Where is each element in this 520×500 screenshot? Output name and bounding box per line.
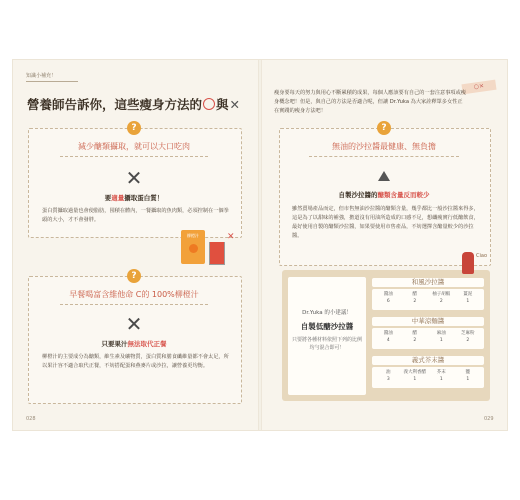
ingredient: 麻油 <box>436 331 446 336</box>
cross-icon: ✕ <box>125 312 143 336</box>
ratio: 1 <box>439 338 443 343</box>
divider <box>60 156 208 158</box>
carton-label: 柳橙汁 <box>187 233 199 238</box>
page-number-left: 028 <box>26 416 36 422</box>
ratio: 1 <box>466 377 470 382</box>
left-page-tag: 知識小補充！ <box>26 71 78 82</box>
tip-head: Dr.Yuka 的小建議！ <box>302 310 352 316</box>
myth-2-fix <box>28 339 240 348</box>
myth-2-body: 柳橙汁的主要成分為醣類，維生素及礦物質，蛋白質和膳食纖維量都不會太足，所以果汁容不適合取代正餐，不妨搭配蛋和燕麥片或沙拉，讓營養更均衡。 <box>42 354 229 369</box>
ratio: 6 <box>386 299 390 304</box>
ingredient: 柚子胡椒 <box>432 292 451 297</box>
ingredient: 薑泥 <box>463 292 473 297</box>
page-title <box>27 95 257 115</box>
fix-highlight: 醣類含量反而較少 <box>377 191 430 199</box>
fix-highlight: 適量 <box>111 194 125 202</box>
juice-glass-illustration <box>209 242 225 265</box>
ingredient-row <box>375 330 481 336</box>
fix-prefix: 自製沙拉醬的 <box>338 191 378 199</box>
ratio: 2 <box>439 299 443 304</box>
dressing-grid-3 <box>372 367 484 388</box>
dressing-title-3: 義式芥末醬 <box>372 356 484 365</box>
ratio: 3 <box>386 377 390 382</box>
fix-suffix: 攝取蛋白質！ <box>124 194 164 202</box>
ingredient: 醋 <box>412 292 417 297</box>
ingredient: 油 <box>386 370 391 375</box>
ingredient: 義大利香醋 <box>403 370 426 375</box>
juice-carton-illustration <box>181 230 205 264</box>
ingredient: 醬油 <box>383 331 393 336</box>
divider <box>60 304 208 306</box>
fix-mid: 果汁 <box>114 340 128 348</box>
ratio-row <box>375 377 481 382</box>
myth-3-body: 雖然賣場產品而定，但市售無油沙拉醬的醣類含量，幾乎都比一般沙拉醬來得多，這是為了以甜味的補強，擔道沒有用油所造成的口感不足，想纖瘦實行低醣飲食，最好使用自製的醣類沙拉醬，如果要使用市售產品，不妨選擇含醣量較少的沙拉醬。 <box>292 206 479 239</box>
ratio: 2 <box>413 338 417 343</box>
myth-2-text: 早餐喝富含維他命 C的 100%柳橙汁 <box>69 290 199 299</box>
myth-1-text: 減少醣類攝取，就可以大口吃肉 <box>78 142 190 151</box>
ingredient: 鹽 <box>465 370 470 375</box>
fix-prefix: 要 <box>104 194 112 202</box>
cross-icon: ✕ <box>125 166 143 190</box>
ingredient: 芥末 <box>436 370 446 375</box>
myth-3-fix <box>279 190 489 199</box>
ratio: 1 <box>413 377 417 382</box>
bottle-label: Ciao <box>476 253 488 259</box>
ratio-row <box>375 299 481 304</box>
ratio: 2 <box>413 299 417 304</box>
ingredient: 芝麻粉 <box>461 331 475 336</box>
tip-title: 自製低醣沙拉醬 <box>300 322 354 331</box>
ingredient: 醋 <box>412 331 417 336</box>
book-fold <box>258 60 262 430</box>
ingredient: 醬油 <box>383 292 393 297</box>
ratio: 1 <box>439 377 443 382</box>
dressing-title-1: 和風沙拉醬 <box>372 278 484 287</box>
myth-1-fix <box>28 193 240 202</box>
circle-mark-icon <box>203 98 215 110</box>
fix-highlight: 無法取代正餐 <box>127 340 167 348</box>
myth-3-text: 無油的沙拉醬最健康、無負擔 <box>332 142 436 151</box>
ratio: 2 <box>466 338 470 343</box>
ingredient-row <box>375 369 481 375</box>
fix-prefix: 只要 <box>101 340 115 348</box>
ratio: 1 <box>466 299 470 304</box>
myth-1-body: 蛋白質攝取過量也會使脂肪，囤積在體內，一餐攝取的魚肉類，必須控制在一個拳頭的大小，才不會發胖。 <box>42 208 229 223</box>
question-badge-icon: ? <box>127 269 141 283</box>
dressing-grid-1 <box>372 289 484 310</box>
title-mid: 與 <box>216 97 229 112</box>
ingredient-row <box>375 291 481 297</box>
divider <box>309 156 459 158</box>
question-badge-icon: ? <box>377 121 391 135</box>
tip-desc: 只要將各種材料依照下列的比例均勻混合即可！ <box>292 337 363 351</box>
ratio-row <box>375 338 481 343</box>
dressing-grid-2 <box>372 328 484 349</box>
intro-text: 瘦身要每天的努力與用心不斷累積的成果，每個人應該要有自己的一套注意事項或瘦身概念吧！但是，與自己的方法是否適合呢，但讓 Dr.Yuka 為大家詮釋眾多女性正在實踐的瘦身方法吧！ <box>274 90 466 114</box>
title-prefix: 營養師告訴你，這些瘦身方法的 <box>27 97 203 112</box>
orange-icon <box>189 244 198 253</box>
dressing-bottle-illustration <box>462 252 474 274</box>
ratio: 4 <box>386 338 390 343</box>
cross-mark-icon: ✕ <box>229 97 241 112</box>
corner-sticker: ○× <box>461 80 496 95</box>
dressing-title-2: 中華涼麵醬 <box>372 317 484 326</box>
triangle-icon <box>378 171 390 181</box>
question-badge-icon: ? <box>127 121 141 135</box>
red-cross-icon: ✕ <box>227 232 235 242</box>
page-number-right: 029 <box>484 416 494 422</box>
